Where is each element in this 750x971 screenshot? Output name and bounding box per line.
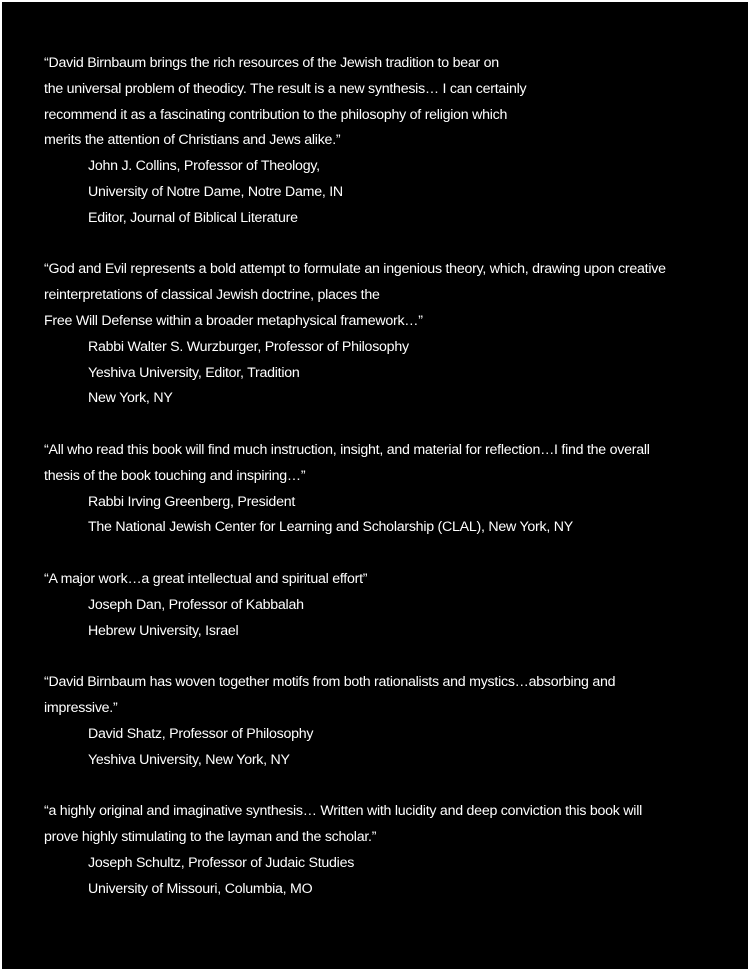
quote-line: “God and Evil represents a bold attempt to formulate an ingenious theory, which, drawing upon creative bbox=[44, 261, 666, 278]
attribution-line: Rabbi Walter S. Wurzburger, Professor of Philosophy bbox=[88, 338, 409, 355]
attribution-line: Yeshiva University, Editor, Tradition bbox=[88, 364, 300, 381]
attribution-line: Joseph Dan, Professor of Kabbalah bbox=[88, 596, 304, 613]
attribution-line: Yeshiva University, New York, NY bbox=[88, 751, 290, 768]
quote-line: impressive.” bbox=[44, 699, 118, 716]
attribution-line: Rabbi Irving Greenberg, President bbox=[88, 493, 296, 510]
endorsements-page bbox=[2, 2, 748, 969]
quote-line: “All who read this book will find much instruction, insight, and material for reflection…I find the overall bbox=[44, 441, 650, 458]
endorsement-block bbox=[44, 51, 744, 232]
endorsement-block bbox=[44, 257, 744, 412]
attribution-line: Editor, Journal of Biblical Literature bbox=[88, 209, 298, 226]
attribution-line: University of Notre Dame, Notre Dame, IN bbox=[88, 183, 343, 200]
attribution-line: University of Missouri, Columbia, MO bbox=[88, 880, 313, 897]
endorsement-block bbox=[44, 567, 744, 644]
quote-line: “David Birnbaum has woven together motifs from both rationalists and mystics…absorbing and bbox=[44, 674, 616, 691]
endorsement-block bbox=[44, 438, 744, 541]
attribution-line: The National Jewish Center for Learning and Scholarship (CLAL), New York, NY bbox=[88, 519, 573, 536]
quote-line: “A major work…a great intellectual and spiritual effort” bbox=[44, 570, 368, 587]
endorsement-block bbox=[44, 670, 744, 773]
quote-line: reinterpretations of classical Jewish doctrine, places the bbox=[44, 287, 380, 304]
quote-line: the universal problem of theodicy. The result is a new synthesis… I can certainly bbox=[44, 80, 527, 97]
quote-line: thesis of the book touching and inspiring…” bbox=[44, 467, 306, 484]
endorsement-block bbox=[44, 799, 744, 902]
attribution-line: Joseph Schultz, Professor of Judaic Studies bbox=[88, 854, 355, 871]
quote-line: Free Will Defense within a broader metaphysical framework…” bbox=[44, 312, 423, 329]
quote-line: “David Birnbaum brings the rich resources of the Jewish tradition to bear on bbox=[44, 55, 499, 71]
quote-line: prove highly stimulating to the layman and the scholar.” bbox=[44, 828, 377, 845]
attribution-line: John J. Collins, Professor of Theology, bbox=[88, 158, 320, 175]
endorsements-list bbox=[44, 51, 744, 928]
quote-line: recommend it as a fascinating contribution to the philosophy of religion which bbox=[44, 106, 508, 123]
quote-line: merits the attention of Christians and Jews alike.” bbox=[44, 132, 341, 149]
attribution-line: David Shatz, Professor of Philosophy bbox=[88, 725, 314, 742]
attribution-line: Hebrew University, Israel bbox=[88, 622, 239, 639]
quote-line: “a highly original and imaginative synthesis… Written with lucidity and deep conviction this book will bbox=[44, 803, 643, 820]
attribution-line: New York, NY bbox=[88, 390, 173, 407]
